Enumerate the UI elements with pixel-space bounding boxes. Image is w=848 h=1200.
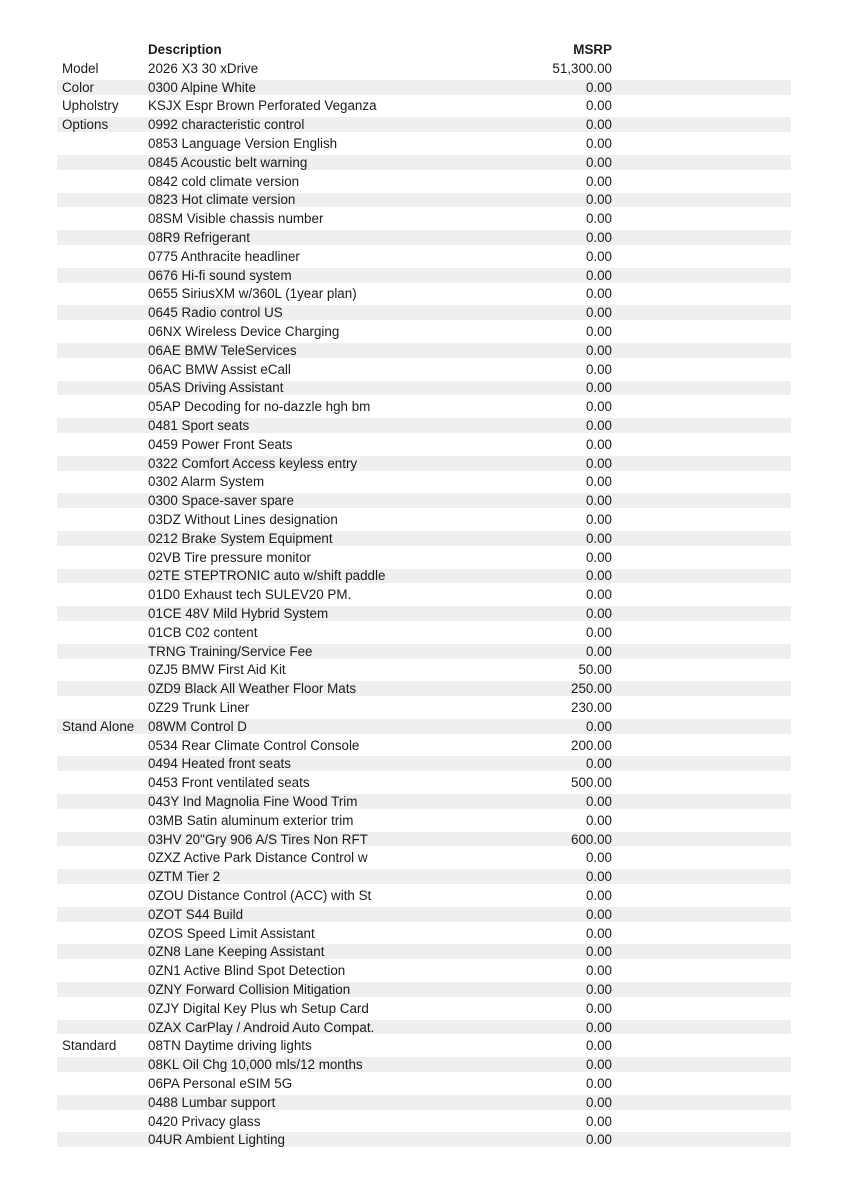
description-cell: 0Z29 Trunk Liner bbox=[148, 699, 250, 715]
table-row bbox=[57, 1130, 791, 1149]
table-row bbox=[57, 191, 791, 210]
description-cell: 0ZOT S44 Build bbox=[148, 906, 244, 922]
table-row bbox=[57, 1018, 791, 1037]
description-cell: 0322 Comfort Access keyless entry bbox=[148, 455, 358, 471]
table-row bbox=[57, 473, 791, 492]
table-row bbox=[57, 491, 791, 510]
description-cell: 0ZN8 Lane Keeping Assistant bbox=[148, 944, 325, 960]
msrp-cell: 0.00 bbox=[585, 117, 612, 133]
description-cell: 0ZXZ Active Park Distance Control w bbox=[148, 850, 368, 866]
description-cell: 08R9 Refrigerant bbox=[148, 230, 250, 246]
description-cell: 08WM Control D bbox=[148, 718, 247, 734]
msrp-cell: 0.00 bbox=[585, 173, 612, 189]
table-row bbox=[57, 999, 791, 1018]
description-cell: 0300 Space-saver spare bbox=[148, 493, 294, 509]
msrp-cell: 0.00 bbox=[585, 286, 612, 302]
msrp-cell: 0.00 bbox=[585, 1132, 612, 1148]
description-cell: 04UR Ambient Lighting bbox=[148, 1132, 285, 1148]
description-cell: 0302 Alarm System bbox=[148, 474, 265, 490]
table-row bbox=[57, 397, 791, 416]
msrp-cell: 0.00 bbox=[585, 887, 612, 903]
category-cell: Upholstry bbox=[62, 98, 119, 114]
msrp-cell: 0.00 bbox=[585, 981, 612, 997]
msrp-cell: 0.00 bbox=[585, 474, 612, 490]
vehicle-spec-table bbox=[57, 40, 791, 1149]
description-cell: 2026 X3 30 xDrive bbox=[148, 60, 259, 76]
description-cell: 03DZ Without Lines designation bbox=[148, 512, 338, 528]
msrp-cell: 200.00 bbox=[571, 737, 612, 753]
description-cell: 0845 Acoustic belt warning bbox=[148, 154, 308, 170]
msrp-cell: 0.00 bbox=[585, 399, 612, 415]
table-row bbox=[57, 322, 791, 341]
table-row bbox=[57, 924, 791, 943]
description-cell: 0ZN1 Active Blind Spot Detection bbox=[148, 963, 346, 979]
description-cell: 06AC BMW Assist eCall bbox=[148, 361, 291, 377]
msrp-cell: 500.00 bbox=[571, 775, 612, 791]
description-cell: 01CE 48V Mild Hybrid System bbox=[148, 606, 329, 621]
msrp-cell: 0.00 bbox=[585, 793, 612, 809]
msrp-cell: 0.00 bbox=[585, 136, 612, 152]
category-cell: Options bbox=[62, 117, 109, 133]
spec-table-body bbox=[57, 59, 791, 1149]
description-cell: 06AE BMW TeleServices bbox=[148, 342, 297, 358]
description-cell: 0481 Sport seats bbox=[148, 418, 250, 434]
table-row bbox=[57, 961, 791, 980]
table-row bbox=[57, 78, 791, 97]
table-row bbox=[57, 679, 791, 698]
msrp-cell: 250.00 bbox=[571, 681, 612, 697]
description-cell: 01D0 Exhaust tech SULEV20 PM. bbox=[148, 587, 352, 603]
category-cell: Stand Alone bbox=[62, 718, 135, 734]
description-cell: 0ZAX CarPlay / Android Auto Compat. bbox=[148, 1019, 375, 1035]
msrp-cell: 0.00 bbox=[585, 549, 612, 565]
msrp-cell: 0.00 bbox=[585, 1000, 612, 1016]
msrp-cell: 0.00 bbox=[585, 267, 612, 283]
description-cell: 0645 Radio control US bbox=[148, 305, 283, 321]
msrp-cell: 50.00 bbox=[578, 662, 612, 678]
table-row bbox=[57, 416, 791, 435]
msrp-cell: 0.00 bbox=[585, 606, 612, 621]
msrp-cell: 230.00 bbox=[571, 699, 612, 715]
table-row bbox=[57, 1112, 791, 1131]
msrp-cell: 0.00 bbox=[585, 1057, 612, 1073]
table-row bbox=[57, 360, 791, 379]
msrp-cell: 0.00 bbox=[585, 1094, 612, 1110]
description-cell: 0459 Power Front Seats bbox=[148, 436, 293, 452]
table-row bbox=[57, 172, 791, 191]
table-row bbox=[57, 567, 791, 586]
category-cell: Standard bbox=[62, 1038, 117, 1054]
msrp-cell: 600.00 bbox=[571, 831, 612, 847]
description-cell: 02TE STEPTRONIC auto w/shift paddle bbox=[148, 568, 386, 584]
description-cell: 0494 Heated front seats bbox=[148, 756, 291, 772]
table-header-row bbox=[57, 40, 791, 59]
table-row bbox=[57, 773, 791, 792]
description-cell: 0ZNY Forward Collision Mitigation bbox=[148, 981, 351, 997]
table-row bbox=[57, 886, 791, 905]
description-cell: 0853 Language Version English bbox=[148, 136, 338, 152]
table-row bbox=[57, 303, 791, 322]
table-row bbox=[57, 266, 791, 285]
description-cell: 0823 Hot climate version bbox=[148, 192, 296, 208]
table-row bbox=[57, 754, 791, 773]
table-row bbox=[57, 209, 791, 228]
description-cell: 0655 SiriusXM w/360L (1year plan) bbox=[148, 286, 357, 302]
table-row bbox=[57, 435, 791, 454]
msrp-cell: 0.00 bbox=[585, 587, 612, 603]
table-row bbox=[57, 905, 791, 924]
msrp-cell: 0.00 bbox=[585, 530, 612, 546]
description-cell: 03MB Satin aluminum exterior trim bbox=[148, 812, 354, 828]
description-cell: 0ZJY Digital Key Plus wh Setup Card bbox=[148, 1000, 369, 1016]
table-row bbox=[57, 510, 791, 529]
description-cell: 03HV 20"Gry 906 A/S Tires Non RFT bbox=[148, 831, 368, 847]
table-row bbox=[57, 642, 791, 661]
msrp-cell: 0.00 bbox=[585, 643, 612, 659]
description-cell: 0534 Rear Climate Control Console bbox=[148, 737, 360, 753]
table-row bbox=[57, 285, 791, 304]
table-row bbox=[57, 585, 791, 604]
table-row bbox=[57, 153, 791, 172]
msrp-cell: 0.00 bbox=[585, 455, 612, 471]
msrp-cell: 0.00 bbox=[585, 568, 612, 584]
description-cell: 0212 Brake System Equipment bbox=[148, 530, 333, 546]
table-row bbox=[57, 115, 791, 134]
msrp-cell: 0.00 bbox=[585, 342, 612, 358]
msrp-cell: 0.00 bbox=[585, 906, 612, 922]
msrp-cell: 0.00 bbox=[585, 925, 612, 941]
msrp-cell: 0.00 bbox=[585, 1038, 612, 1054]
msrp-cell: 0.00 bbox=[585, 361, 612, 377]
description-cell: 06NX Wireless Device Charging bbox=[148, 324, 340, 340]
table-row bbox=[57, 454, 791, 473]
msrp-cell: 0.00 bbox=[585, 718, 612, 734]
table-row bbox=[57, 1093, 791, 1112]
table-row bbox=[57, 134, 791, 153]
msrp-header: MSRP bbox=[573, 42, 612, 57]
msrp-cell: 0.00 bbox=[585, 79, 612, 95]
description-cell: 08TN Daytime driving lights bbox=[148, 1038, 312, 1054]
description-cell: 0488 Lumbar support bbox=[148, 1094, 276, 1110]
msrp-cell: 0.00 bbox=[585, 98, 612, 114]
table-row bbox=[57, 698, 791, 717]
description-cell: KSJX Espr Brown Perforated Veganza bbox=[148, 98, 377, 114]
description-cell: 0992 characteristic control bbox=[148, 117, 305, 133]
msrp-cell: 0.00 bbox=[585, 380, 612, 396]
description-cell: 02VB Tire pressure monitor bbox=[148, 549, 311, 565]
table-row bbox=[57, 830, 791, 849]
msrp-cell: 0.00 bbox=[585, 493, 612, 509]
table-row bbox=[57, 548, 791, 567]
table-row bbox=[57, 736, 791, 755]
table-row bbox=[57, 848, 791, 867]
msrp-cell: 0.00 bbox=[585, 944, 612, 960]
description-cell: 05AS Driving Assistant bbox=[148, 380, 284, 396]
msrp-cell: 0.00 bbox=[585, 192, 612, 208]
msrp-cell: 0.00 bbox=[585, 812, 612, 828]
description-cell: 0ZTM Tier 2 bbox=[148, 869, 221, 885]
msrp-cell: 0.00 bbox=[585, 850, 612, 866]
description-cell: 0775 Anthracite headliner bbox=[148, 248, 300, 264]
description-cell: 0300 Alpine White bbox=[148, 79, 256, 95]
table-row bbox=[57, 980, 791, 999]
description-cell: 0842 cold climate version bbox=[148, 173, 300, 189]
table-row bbox=[57, 717, 791, 736]
description-cell: 0ZD9 Black All Weather Floor Mats bbox=[148, 681, 357, 697]
description-cell: 06PA Personal eSIM 5G bbox=[148, 1075, 293, 1091]
table-row bbox=[57, 1055, 791, 1074]
msrp-cell: 0.00 bbox=[585, 248, 612, 264]
description-cell: 0ZOS Speed Limit Assistant bbox=[148, 925, 315, 941]
table-row bbox=[57, 341, 791, 360]
msrp-cell: 0.00 bbox=[585, 230, 612, 246]
msrp-cell: 0.00 bbox=[585, 418, 612, 434]
table-row bbox=[57, 379, 791, 398]
description-cell: 0ZJ5 BMW First Aid Kit bbox=[148, 662, 286, 678]
table-row bbox=[57, 59, 791, 78]
table-row bbox=[57, 661, 791, 680]
description-cell: 043Y Ind Magnolia Fine Wood Trim bbox=[148, 793, 358, 809]
description-cell: 0420 Privacy glass bbox=[148, 1113, 261, 1129]
msrp-cell: 0.00 bbox=[585, 154, 612, 170]
category-cell: Model bbox=[62, 60, 99, 76]
description-cell: 08SM Visible chassis number bbox=[148, 211, 324, 227]
description-cell: 0453 Front ventilated seats bbox=[148, 775, 310, 791]
msrp-cell: 0.00 bbox=[585, 436, 612, 452]
table-row bbox=[57, 228, 791, 247]
msrp-cell: 0.00 bbox=[585, 324, 612, 340]
msrp-cell: 0.00 bbox=[585, 963, 612, 979]
table-row bbox=[57, 604, 791, 623]
description-cell: 05AP Decoding for no-dazzle hgh bm bbox=[148, 399, 371, 415]
table-row bbox=[57, 811, 791, 830]
msrp-cell: 0.00 bbox=[585, 305, 612, 321]
msrp-cell: 0.00 bbox=[585, 512, 612, 528]
table-row bbox=[57, 247, 791, 266]
msrp-cell: 0.00 bbox=[585, 756, 612, 772]
description-cell: 0676 Hi-fi sound system bbox=[148, 267, 292, 283]
msrp-cell: 0.00 bbox=[585, 211, 612, 227]
table-row bbox=[57, 942, 791, 961]
msrp-cell: 0.00 bbox=[585, 1075, 612, 1091]
category-cell: Color bbox=[62, 79, 94, 95]
msrp-cell: 0.00 bbox=[585, 1019, 612, 1035]
table-row bbox=[57, 623, 791, 642]
description-cell: 08KL Oil Chg 10,000 mls/12 months bbox=[148, 1057, 363, 1073]
table-row bbox=[57, 1074, 791, 1093]
msrp-cell: 0.00 bbox=[585, 624, 612, 640]
table-row bbox=[57, 1036, 791, 1055]
msrp-cell: 0.00 bbox=[585, 1113, 612, 1129]
description-header: Description bbox=[148, 42, 222, 57]
description-cell: 0ZOU Distance Control (ACC) with St bbox=[148, 887, 372, 903]
description-cell: TRNG Training/Service Fee bbox=[148, 643, 313, 659]
table-row bbox=[57, 97, 791, 116]
description-cell: 01CB C02 content bbox=[148, 624, 258, 640]
table-row bbox=[57, 529, 791, 548]
msrp-cell: 51,300.00 bbox=[552, 60, 612, 76]
msrp-cell: 0.00 bbox=[585, 869, 612, 885]
table-row bbox=[57, 867, 791, 886]
table-row bbox=[57, 792, 791, 811]
